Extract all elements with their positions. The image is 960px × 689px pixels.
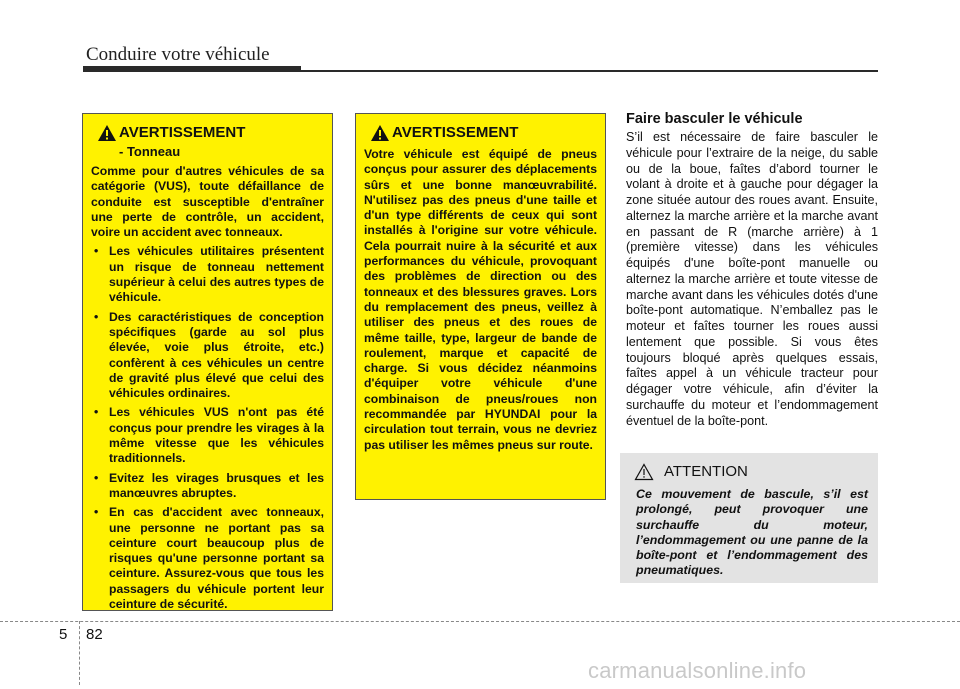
list-item: • Des caractéristiques de conception spécifiques (garde au sol plus élevée, voie plus étroite, etc.) confèrent à ces véhicules un centre de gravité plus élevé que celui des véhicules ordinaires. [91, 310, 324, 402]
list-item: • Les véhicules VUS n'ont pas été conçus pour prendre les virages à la même vitesse que les véhicules traditionnels. [91, 405, 324, 466]
warning-title: AVERTISSEMENT [392, 124, 519, 141]
warning-title: AVERTISSEMENT [119, 124, 246, 141]
warning-body: Votre véhicule est équipé de pneus conçus pour assurer des déplacements sûrs et une bonne manœuvrabilité. N'utilisez pas des pneus d'une taille et d'un type différents de ceux qui sont installés à l'origine sur votre véhicule. Cela pourrait nuire à la sécurité et aux performances du véhicule, provoquant des problèmes de direction ou des tonneaux et des blessures graves. Lors du remplacement des pneus, veillez à utiliser des pneus et des roues de même taille, type, largeur de bande de roulement, marque et capacité de charge. Si vous décidez néanmoins d'équiper votre véhicule d'une combinaison de pneus/roues non recommandée par HYUNDAI pour la circulation tout terrain, vous ne devriez pas utiliser les mêmes pneus sur route. [364, 147, 597, 452]
list-item: • Les véhicules utilitaires présentent un risque de tonneau nettement supérieur à celui des autres types de véhicule. [91, 244, 324, 305]
caution-triangle-icon [634, 463, 654, 481]
warning-header [91, 124, 324, 144]
chapter-title: Conduire votre véhicule [86, 44, 270, 65]
header-rule-thin [83, 70, 878, 72]
footer-rule [0, 621, 960, 622]
warning-header [364, 124, 597, 144]
list-item: • Evitez les virages brusques et les manœuvres abruptes. [91, 471, 324, 502]
watermark: carmanualsonline.info [588, 658, 807, 683]
page-number: 82 [86, 626, 103, 643]
warning-intro: Comme pour d'autres véhicules de sa catégorie (VUS), toute défaillance de conduite est susceptible d'entraîner une perte de contrôle, un accident, voire un accident avec tonneaux. [91, 164, 324, 240]
attention-header [630, 461, 868, 483]
section-title: Faire basculer le véhicule [626, 111, 803, 127]
warning-triangle-icon [97, 124, 117, 142]
rollover-warning-box [82, 113, 333, 611]
warning-subtitle: - Tonneau [119, 144, 181, 159]
warning-triangle-icon [370, 124, 390, 142]
chapter-number: 5 [59, 626, 68, 643]
list-item: • En cas d'accident avec tonneaux, une personne ne portant pas sa ceinture court beaucoup plus de risques qu'une personne portant sa ceinture. Assurez-vous que tous les passagers du véhicule portent leur ceinture de sécurité. [91, 505, 324, 612]
section-body: S’il est nécessaire de faire basculer le véhicule pour l’extraire de la neige, du sable ou de la boue, faîtes d’abord tourner le volant à droite et à gauche pour dégager la zone située autour des roues avant. Ensuite, alternez la marche arrière et la marche avant en passant de R (marche arrière) à 1 (première vitesse) dans les véhicules équipés d'une boîte-pont manuelle ou alternez la marche arrière et toute vitesse de marche avant dans les véhicules dotés d'une boîte-pont automatique. N’emballez pas le moteur et faîtes tourner les roues aussi lentement que possible. Si vous êtes toujours bloqué après quelques essais, faîtes appel à un véhicule tracteur pour dégager votre véhicule, afin d’éviter la surchauffe du moteur et l’endommagement éventuel de la boîte-pont. [626, 130, 878, 428]
attention-title: ATTENTION [664, 463, 748, 480]
warning-bullet-list [91, 244, 324, 612]
attention-box [620, 453, 878, 583]
tire-warning-box [355, 113, 606, 500]
attention-body: Ce mouvement de bascule, s’il est prolongé, peut provoquer une surchauffe du moteur, l’endommagement ou une panne de la boîte-pont et l’endommagement des pneumatiques. [636, 487, 868, 578]
footer-divider [79, 621, 80, 685]
